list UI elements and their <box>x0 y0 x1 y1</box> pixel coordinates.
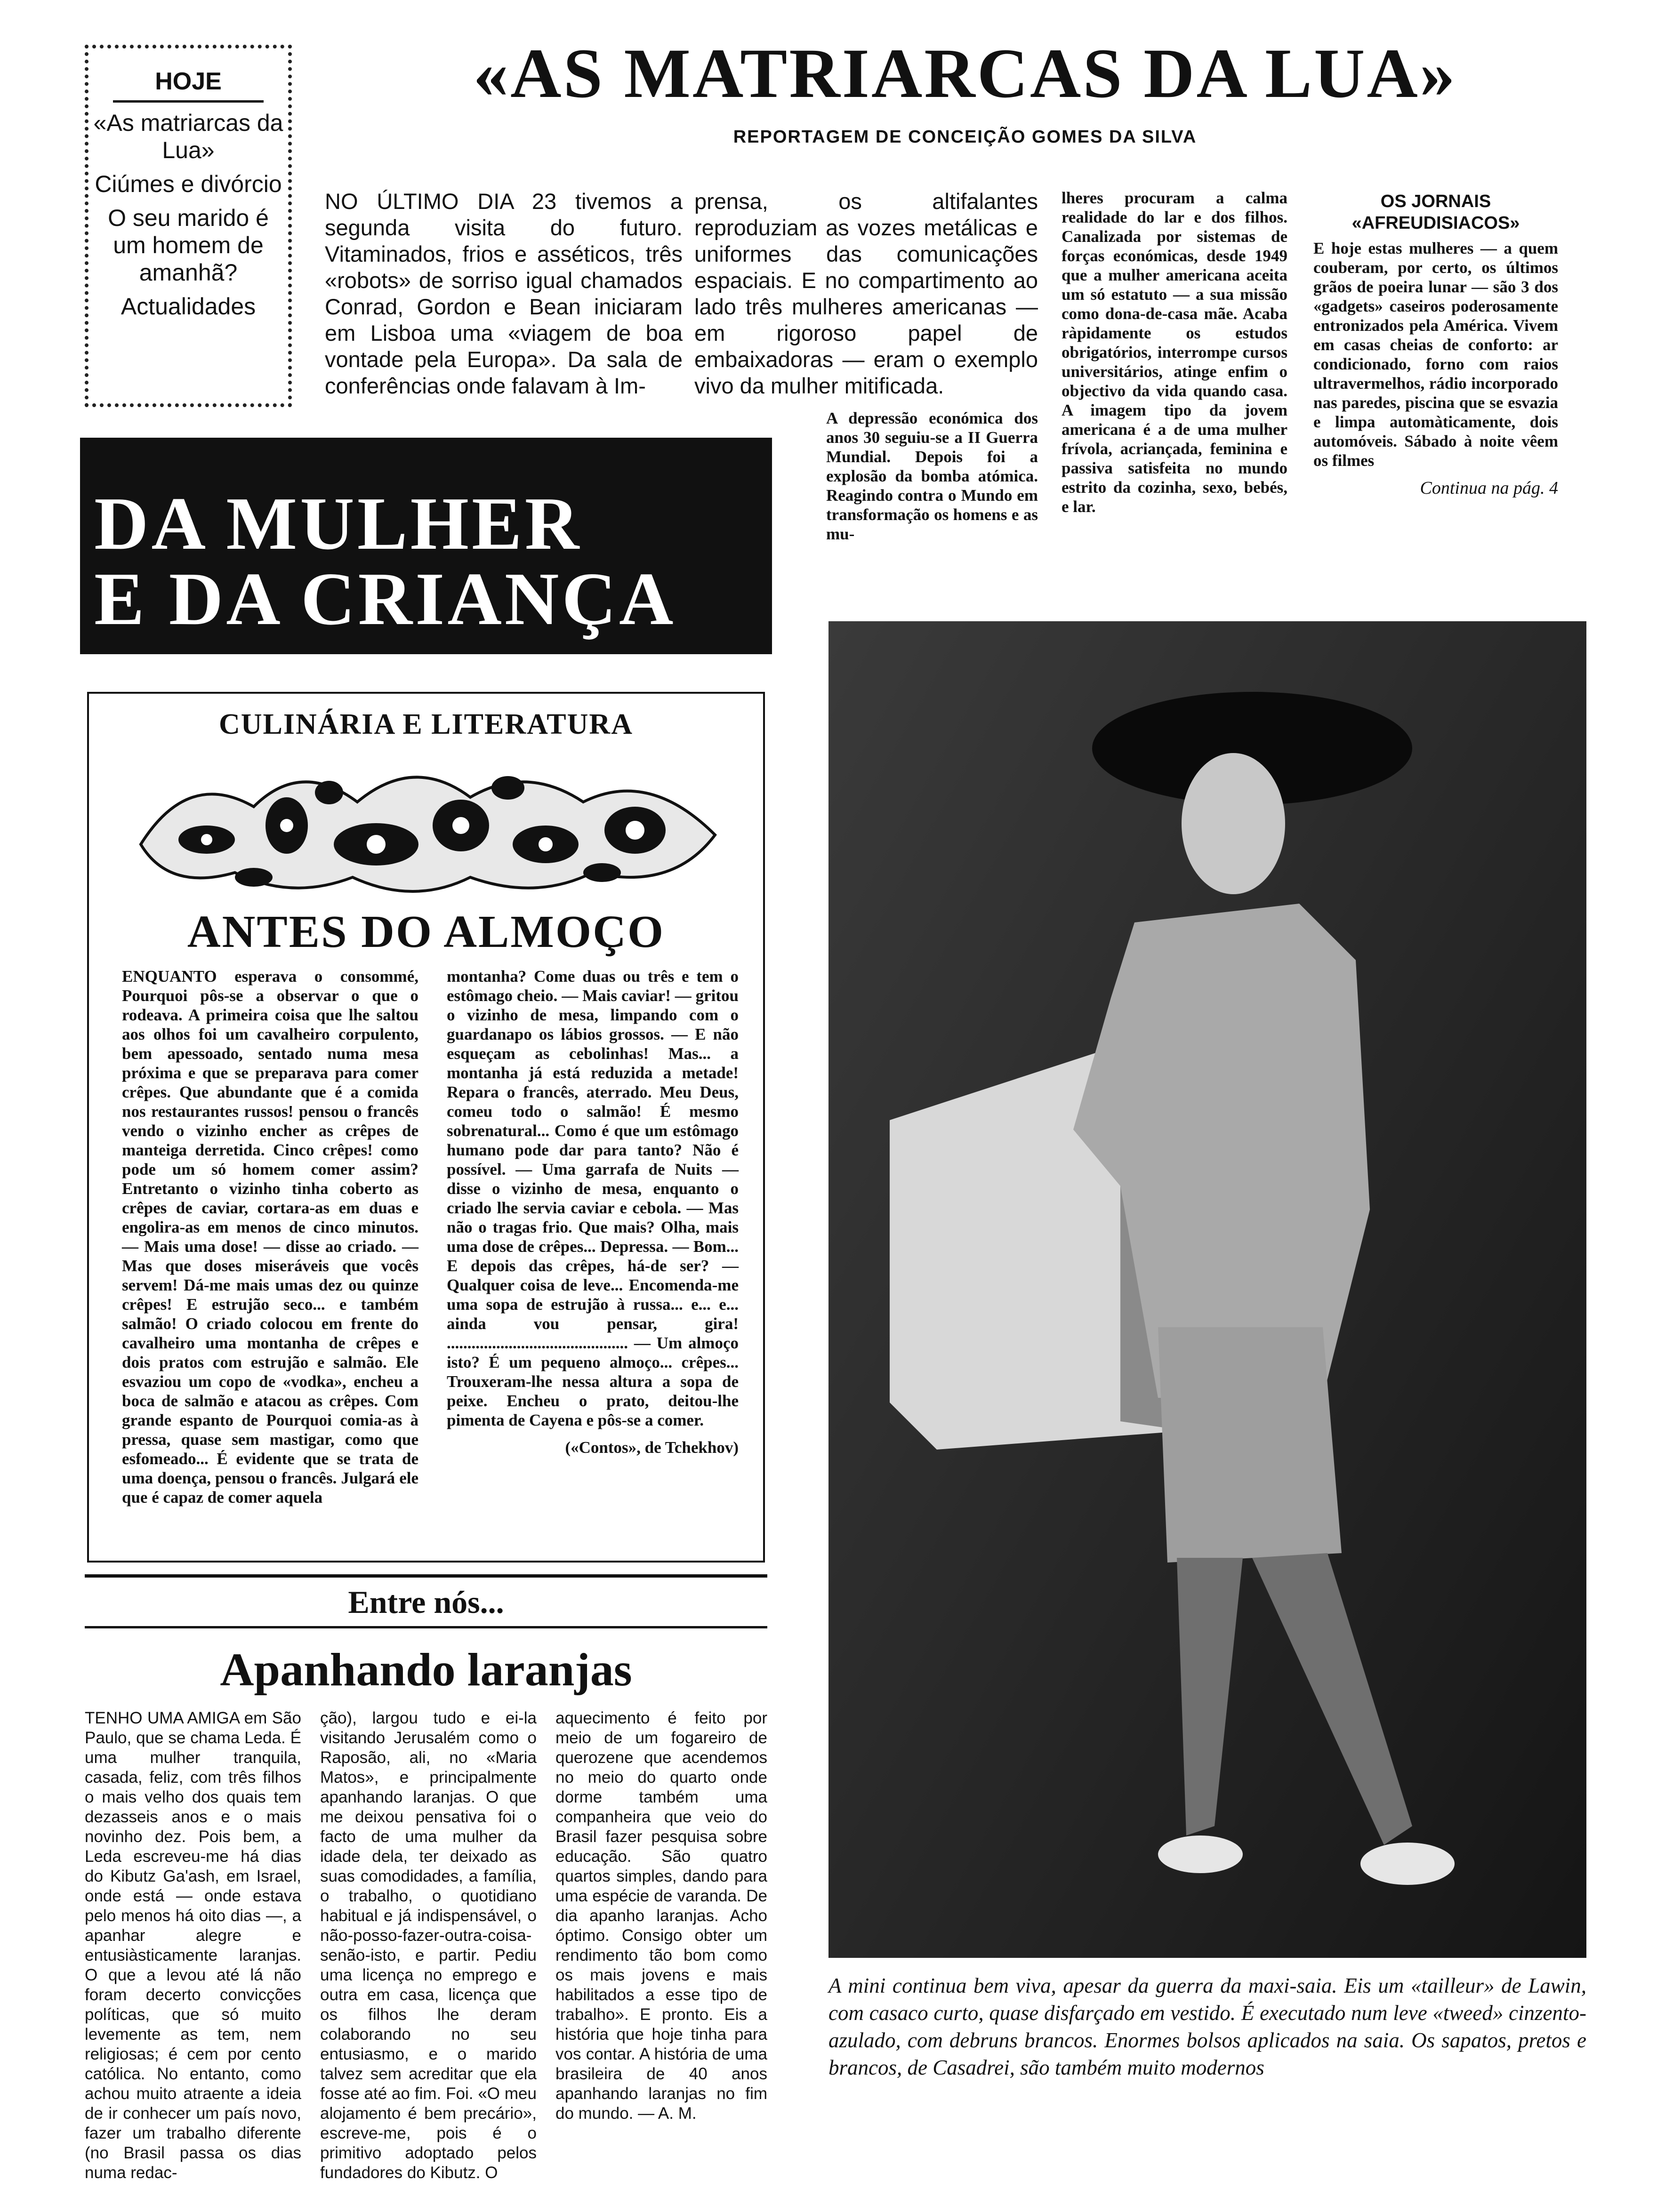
section-masthead <box>80 438 772 654</box>
lead-col-4-wrap <box>1313 191 1558 498</box>
photo-caption: A mini continua bem viva, apesar da guerra da maxi-saia. Eis um «tailleur» de Lawin, com casaco curto, quase disfarçado em vestido. É executado num leve «tweed» cinzento-azulado, com debruns brancos. Enormes bolsos aplicados na saia. Os sapatos, pretos e brancos, de Casadrei, são também muito modernos <box>828 1974 1586 2079</box>
culinaria-col-1: ENQUANTO esperava o consommé, Pourquoi pôs-se a observar o que o rodeava. A primeira coisa que lhe saltou aos olhos foi um cavalheiro corpulento, bem apessoado, sentado numa mesa próxima e que se preparava para comer crêpes. Que abundante que é a comida nos restaurantes russos! pensou o francês vendo o vizinho encher as crêpes de manteiga derretida. Cinco crêpes! como pode um só homem comer assim? Entretanto o vizinho tinha coberto as crêpes de caviar, cortara-as em duas e engolira-as em menos de cinco minutos. — Mais uma dose! — disse ao criado. — Mas que doses miseráveis que vocês servem! Dá-me mais umas dez ou quinze crêpes! E estrujão seco... e também salmão! O criado colocou em frente do cavalheiro uma montanha de crêpes e dois pratos com estrujão e salmão. Ele esvaziou um copo de «vodka», encheu a boca de salmão e atacou as crêpes. Com grande espanto de Pourquoi comia-as à pressa, quase sem mastigar, como que esfomeado... É evidente que se trata de uma doença, pensou o francês. Julgará ele que é capaz de comer aquela <box>122 967 418 1507</box>
hoje-item: O seu marido é um homem de amanhã? <box>108 205 269 286</box>
hoje-divider <box>113 100 264 103</box>
lead-col-4: E hoje estas mulheres — a quem couberam, por certo, os últimos grãos de poeira lunar — são 3 dos «gadgets» caseiros poderosamente entronizados pela América. Vivem em casas cheias de conforto: ar condicionado, forno com raios ultravermelhos, rádio incorporado nas paredes, piscina que se esvazia e limpa automàticamente, dois automóveis. Sábado à noite vêem os filmes <box>1313 239 1558 470</box>
divider <box>85 1574 767 1578</box>
lead-col-4-title: OS JORNAIS «AFREUDISIACOS» <box>1351 192 1520 233</box>
lead-col-1: NO ÚLTIMO DIA 23 tivemos a segunda visita do futuro. Vitaminados, frios e asséticos, três «robots» de sorriso igual chamados Conrad, Gordon e Bean iniciaram em Lisboa uma «viagem de boa vontade pela Europa». Da sala de conferências onde falavam à Im- <box>325 189 683 398</box>
column-title: Apanhando laranjas <box>220 1643 632 1696</box>
continua-note: Continua na pág. 4 <box>1420 478 1558 498</box>
lead-col-2: prensa, os altifalantes reproduziam as vozes metálicas e uniformes das comunicações espaciais. E no compartimento ao lado três mulheres americanas — em rigoroso papel de embaixadoras — eram o exemplo vivo da mulher mitificada. <box>694 189 1038 398</box>
entre-col-2: ção), largou tudo e ei-la visitando Jerusalém como o Raposão, ali, no «Maria Matos», e principalmente apanhando laranjas. O que me deixou pensativa foi o facto de uma mulher da idade dela, ter deixado as suas comodidades, a família, o trabalho, o quotidiano habitual e já indispensável, o não-posso-fazer-outra-coisa-senão-isto, e partir. Pediu uma licença no emprego e outra em casa, licença que os filhos lhe deram colaborando no seu entusiasmo, e o marido talvez sem acreditar que ela fosse até ao fim. Foi. «O meu alojamento é bem precário», escreve-me, pois é o primitivo adoptado pelos fundadores do Kibutz. O <box>320 1709 537 2182</box>
entre-col-1: TENHO UMA AMIGA em São Paulo, que se chama Leda. É uma mulher tranquila, casada, feliz, com três filhos o mais velho dos quais tem dezasseis anos e o mais novinho dez. Pois bem, a Leda escreveu-me há dias do Kibutz Ga'ash, em Israel, onde está — onde estava pelo menos há oito dias —, a apanhar alegre e entusiàsticamente laranjas. O que a levou até lá não foram decerto convicções políticas, que só muito levemente as tem, nem religiosas; é cem por cento católica. No entanto, como achou muito atraente a ideia de ir conhecer um país novo, fazer um trabalho diferente (no Brasil passa os dias numa redac- <box>85 1709 301 2182</box>
hoje-box <box>85 45 292 407</box>
lead-col-2b: A depressão económica dos anos 30 seguiu-se a II Guerra Mundial. Depois foi a explosão da bomba atómica. Reagindo contra o Mundo em transformação os homens e as mu- <box>826 409 1038 543</box>
main-headline: «AS MATRIARCAS DA LUA» <box>473 34 1457 112</box>
masthead-line-1: DA MULHER <box>94 481 582 565</box>
story-credit: («Contos», de Tchekhov) <box>565 1438 739 1457</box>
masthead-line-2: E DA CRIANÇA <box>94 557 676 641</box>
hoje-item: Ciúmes e divórcio <box>95 171 282 197</box>
food-illustration-icon <box>131 750 724 906</box>
hoje-item: «As matriarcas da Lua» <box>93 110 283 163</box>
byline: REPORTAGEM DE CONCEIÇÃO GOMES DA SILVA <box>733 127 1197 147</box>
culinaria-box <box>87 692 765 1563</box>
culinaria-col-2-wrap <box>447 967 739 1457</box>
hoje-item: Actualidades <box>121 293 256 320</box>
lead-col-3: lheres procuram a calma realidade do lar e dos filhos. Canalizada por sistemas de forças económicas, desde 1949 que a mulher americana aceita um só estatuto — a sua missão como dona-de-casa mãe. Acaba ràpidamente os estudos obrigatórios, interrompe cursos universitários, atinge enfim o objectivo da vida quando casa. A imagem tipo da jovem americana é a de uma mulher frívola, acriançada, feminina e passiva satisfeita no mundo estrito da cozinha, sexo, bebés, e lar. <box>1062 189 1287 516</box>
culinaria-col-2: montanha? Come duas ou três e tem o estômago cheio. — Mais caviar! — gritou o vizinho de mesa, limpando com o guardanapo os lábios grossos. — E não esqueçam as cebolinhas! Mas... a montanha já está reduzida a metade! Repara o francês, aterrado. Meu Deus, comeu todo o salmão! É mesmo sobrenatural... Como é que um estômago humano pode dar para tanto? Não é possível. — Uma garrafa de Nuits — disse o vizinho de mesa, enquanto o criado lhe servia caviar e cebola. — Mas não o tragas frio. Que mais? Olha, mais uma dose de crêpes... Depressa. — Bom... E depois das crêpes, há-de ser? — Qualquer coisa de leve... Encomenda-me uma sopa de estrujão à russa... e... e... ainda vou pensar, gira! ............................................ — Um almoço isto? É um pequeno almoço... crêpes... Trouxeram-lhe nessa altura a sopa de peixe. Encheu o prato, deitou-lhe pimenta de Cayena e pôs-se a comer. <box>447 967 739 1429</box>
fashion-model-icon <box>828 621 1586 1958</box>
column-kicker: Entre nós... <box>348 1584 504 1620</box>
entre-col-3: aquecimento é feito por meio de um fogareiro de querozene que acendemos no meio do quarto onde dorme também uma companheira que veio do Brasil fazer pesquisa sobre educação. São quatro quartos simples, dando para uma espécie de varanda. De dia apanho laranjas. Acho óptimo. Consigo obter um rendimento tão bom como os mais jovens e mais habilitados a esse tipo de trabalho». E pronto. Eis a história que hoje tinha para vos contar. A história de uma brasileira de 40 anos apanhando laranjas no fim do mundo. — A. M. <box>555 1709 767 2123</box>
culinaria-section-title: CULINÁRIA E LITERATURA <box>218 708 633 740</box>
divider <box>85 1626 767 1628</box>
fashion-photo <box>828 621 1586 1958</box>
hoje-title: HOJE <box>155 68 222 95</box>
story-title: ANTES DO ALMOÇO <box>187 906 665 957</box>
